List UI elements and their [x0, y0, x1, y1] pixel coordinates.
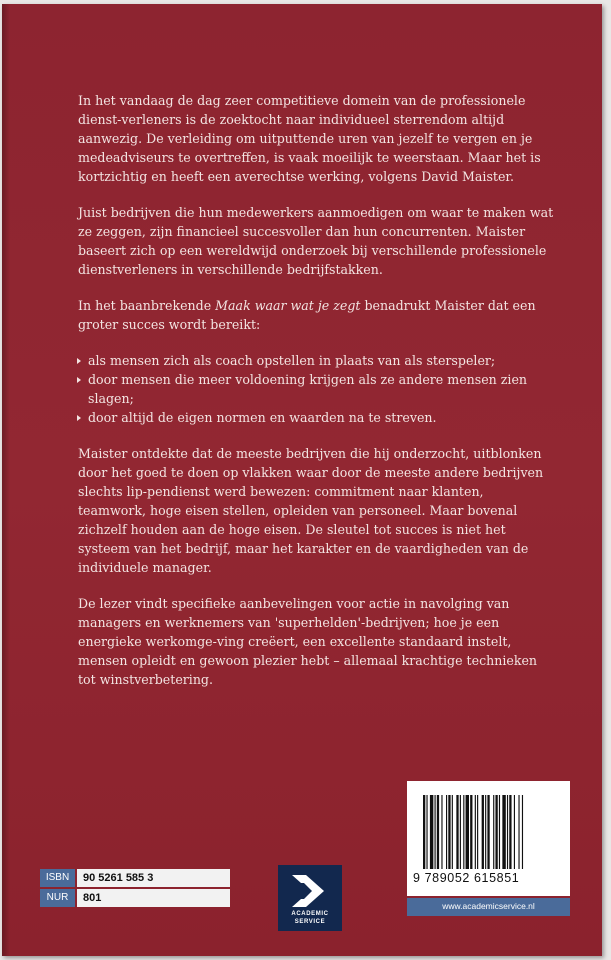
- paragraph-book-after: benadrukt Maister dat een groter succes wordt bereikt:: [78, 298, 536, 332]
- nur-row: [40, 889, 230, 907]
- bullet-arrow-icon: [77, 415, 81, 421]
- logo-line-2: SERVICE: [294, 919, 326, 925]
- publisher-logo: [278, 865, 342, 931]
- barcode-digits: 9 789052 615851: [413, 871, 520, 885]
- book-back-cover: [2, 4, 602, 956]
- book-title: Maak waar wat je zegt: [215, 298, 361, 313]
- paragraph-reader: De lezer vindt specifieke aanbevelingen voor actie in navolging van managers en werknemers van 'superhelden'-bedrijven; hoe je een energieke werkomge-ving creëert, een excellente standaard instelt, mensen opleidt en gewoon plezier hebt – allemaal krachtige technieken tot winstverbetering.: [78, 596, 538, 687]
- isbn-label: ISBN: [40, 869, 75, 887]
- bullet-arrow-icon: [77, 358, 81, 364]
- paragraph-companies: Juist bedrijven die hun medewerkers aanmoedigen om waar te maken wat ze zeggen, zijn financieel succesvoller dan hun concurrenten. Maister baseert zich op een wereldwijd onderzoek bij verschillende professionele dienstverleners in verschillende bedrijfstakken.: [78, 205, 554, 277]
- paragraph-findings: Maister ontdekte dat de meeste bedrijven die hij onderzocht, uitblonken door het goed te doen op vlakken waar door de meeste andere bedrijven slechts lip-pendienst werd bewezen: commitment naar klanten, teamwork, hoge eisen stellen, opleiden van personeel. Maar bovenal zichzelf houden aan de hoge eisen. De sleutel tot succes is niet het systeem van het bedrijf, maar het karakter en de vaardigheden van de individuele manager.: [78, 446, 544, 575]
- bullet-item: door altijd de eigen normen en waarden na te streven.: [78, 408, 554, 427]
- paragraph-intro: In het vandaag de dag zeer competitieve domein van de professionele dienst-verleners is de zoektocht naar individueel sterrendom altijd aanwezig. De verleiding om uitputtende uren van jezelf te vergen en je medeadviseurs te overtreffen, is vaak moeilijk te weerstaan. Maar het is kortzichtig en heeft een averechtse werking, volgens David Maister.: [78, 93, 541, 184]
- publisher-url-bar: [407, 898, 570, 916]
- barcode: [407, 781, 570, 896]
- blurb-text: [78, 91, 554, 706]
- logo-line-1: ACADEMIC: [291, 911, 329, 917]
- isbn-row: [40, 869, 230, 887]
- chevron-arrow-icon: [286, 871, 334, 911]
- bullet-list: [78, 351, 554, 427]
- isbn-value: 90 5261 585 3: [77, 869, 230, 887]
- nur-label: NUR: [40, 889, 75, 907]
- identifier-table: [40, 869, 230, 909]
- spine-shadow: [2, 4, 10, 956]
- barcode-bars: [421, 795, 561, 873]
- bullet-item: als mensen zich als coach opstellen in plaats van als sterspeler;: [78, 351, 554, 370]
- nur-value: 801: [77, 889, 230, 907]
- publisher-url: www.academicservice.nl: [442, 901, 535, 911]
- bullet-item: door mensen die meer voldoening krijgen als ze andere mensen zien slagen;: [78, 370, 554, 408]
- paragraph-book: [78, 296, 554, 334]
- paragraph-book-before: In het baanbrekende: [78, 298, 216, 313]
- bullet-arrow-icon: [77, 377, 81, 383]
